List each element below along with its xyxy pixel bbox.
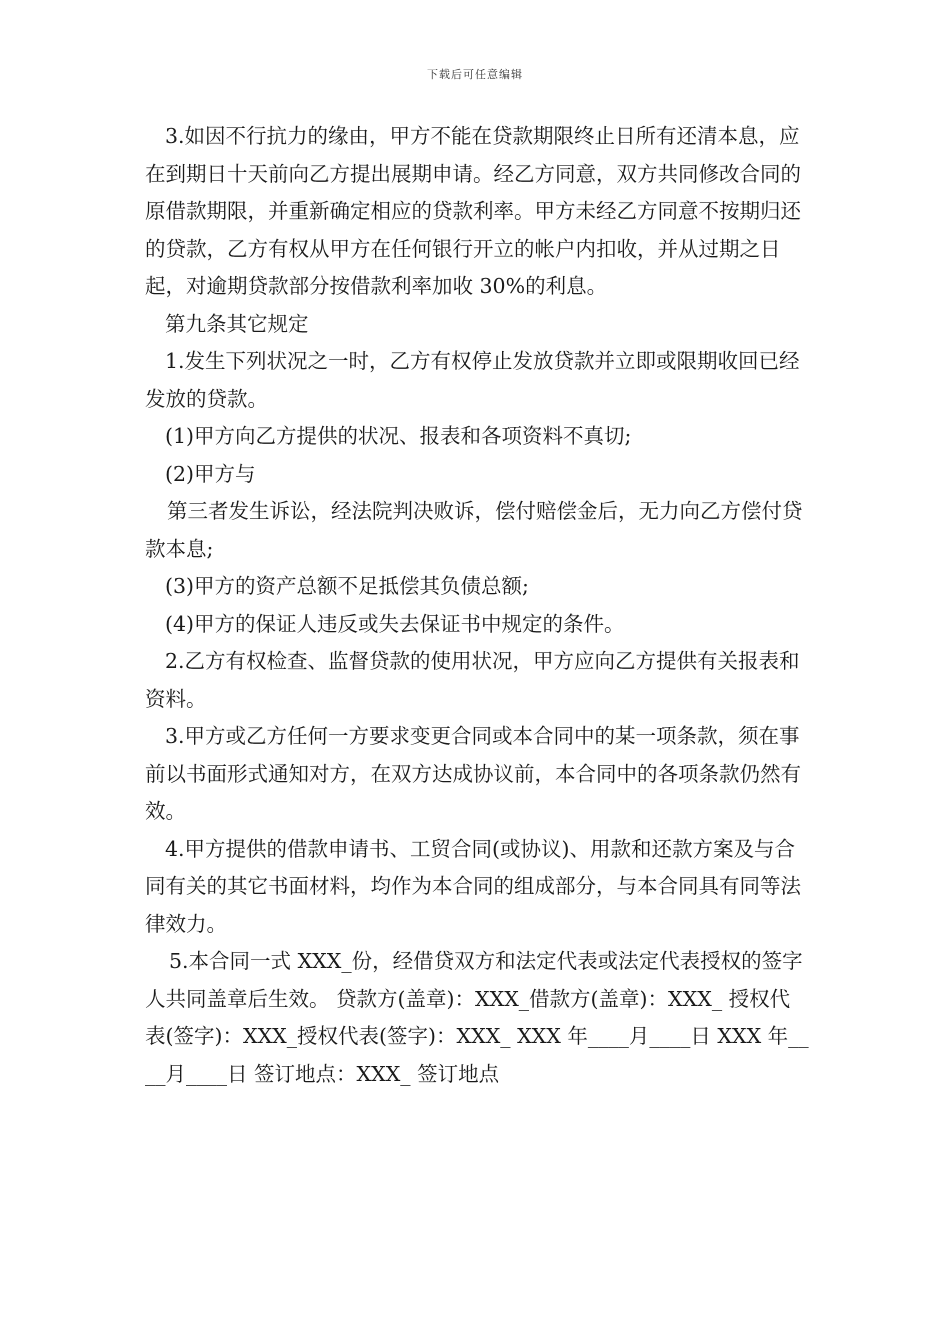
- paragraph-force-majeure: 3.如因不行抗力的缘由，甲方不能在贷款期限终止日所有还清本息，应在到期日十天前向乙方提出展期申请。经乙方同意，双方共同修改合同的原借款期限，并重新确定相应的贷款利率。甲方未经乙方同意不按期归还的贷款，乙方有权从甲方在任何银行开立的帐户内扣收，并从过期之日起，对逾期贷款部分按借款利率加收 30%的利息。: [145, 124, 801, 298]
- document-body: [145, 118, 810, 1093]
- list-item-2-continued: 第三者发生诉讼，经法院判决败诉，偿付赔偿金后，无力向乙方偿付贷款本息;: [145, 499, 803, 561]
- paragraph-clause-5-signatures: 5.本合同一式 XXX_份，经借贷双方和法定代表或法定代表授权的签字人共同盖章后生效。 贷款方(盖章)：XXX_借款方(盖章)：XXX_ 授权代表(签字)：XXX_授权代表(签字)：XXX_ XXX 年____月____日 XXX 年____月____日 签订地点：XXX_ 签订地点: [145, 949, 809, 1086]
- list-item-2: (2)甲方与: [165, 461, 256, 486]
- list-item-3: (3)甲方的资产总额不足抵偿其负债总额;: [165, 574, 529, 598]
- paragraph-clause-2: 2.乙方有权检查、监督贷款的使用状况，甲方应向乙方提供有关报表和资料。: [145, 649, 800, 711]
- list-item-1: (1)甲方向乙方提供的状况、报表和各项资料不真切;: [165, 424, 632, 448]
- paragraph-clause-4: 4.甲方提供的借款申请书、工贸合同(或协议)、用款和还款方案及与合同有关的其它书面材料，均作为本合同的组成部分，与本合同具有同等法律效力。: [145, 836, 801, 936]
- section-heading-article-9: 第九条其它规定: [165, 311, 309, 336]
- paragraph-clause-1: 1.发生下列状况之一时，乙方有权停止发放贷款并立即或限期收回已经发放的贷款。: [145, 349, 800, 411]
- paragraph-clause-3: 3.甲方或乙方任何一方要求变更合同或本合同中的某一项条款，须在事前以书面形式通知对方，在双方达成协议前，本合同中的各项条款仍然有效。: [145, 724, 801, 823]
- list-item-4: (4)甲方的保证人违反或失去保证书中规定的条件。: [165, 611, 625, 636]
- page-header-note: 下载后可任意编辑: [427, 68, 523, 81]
